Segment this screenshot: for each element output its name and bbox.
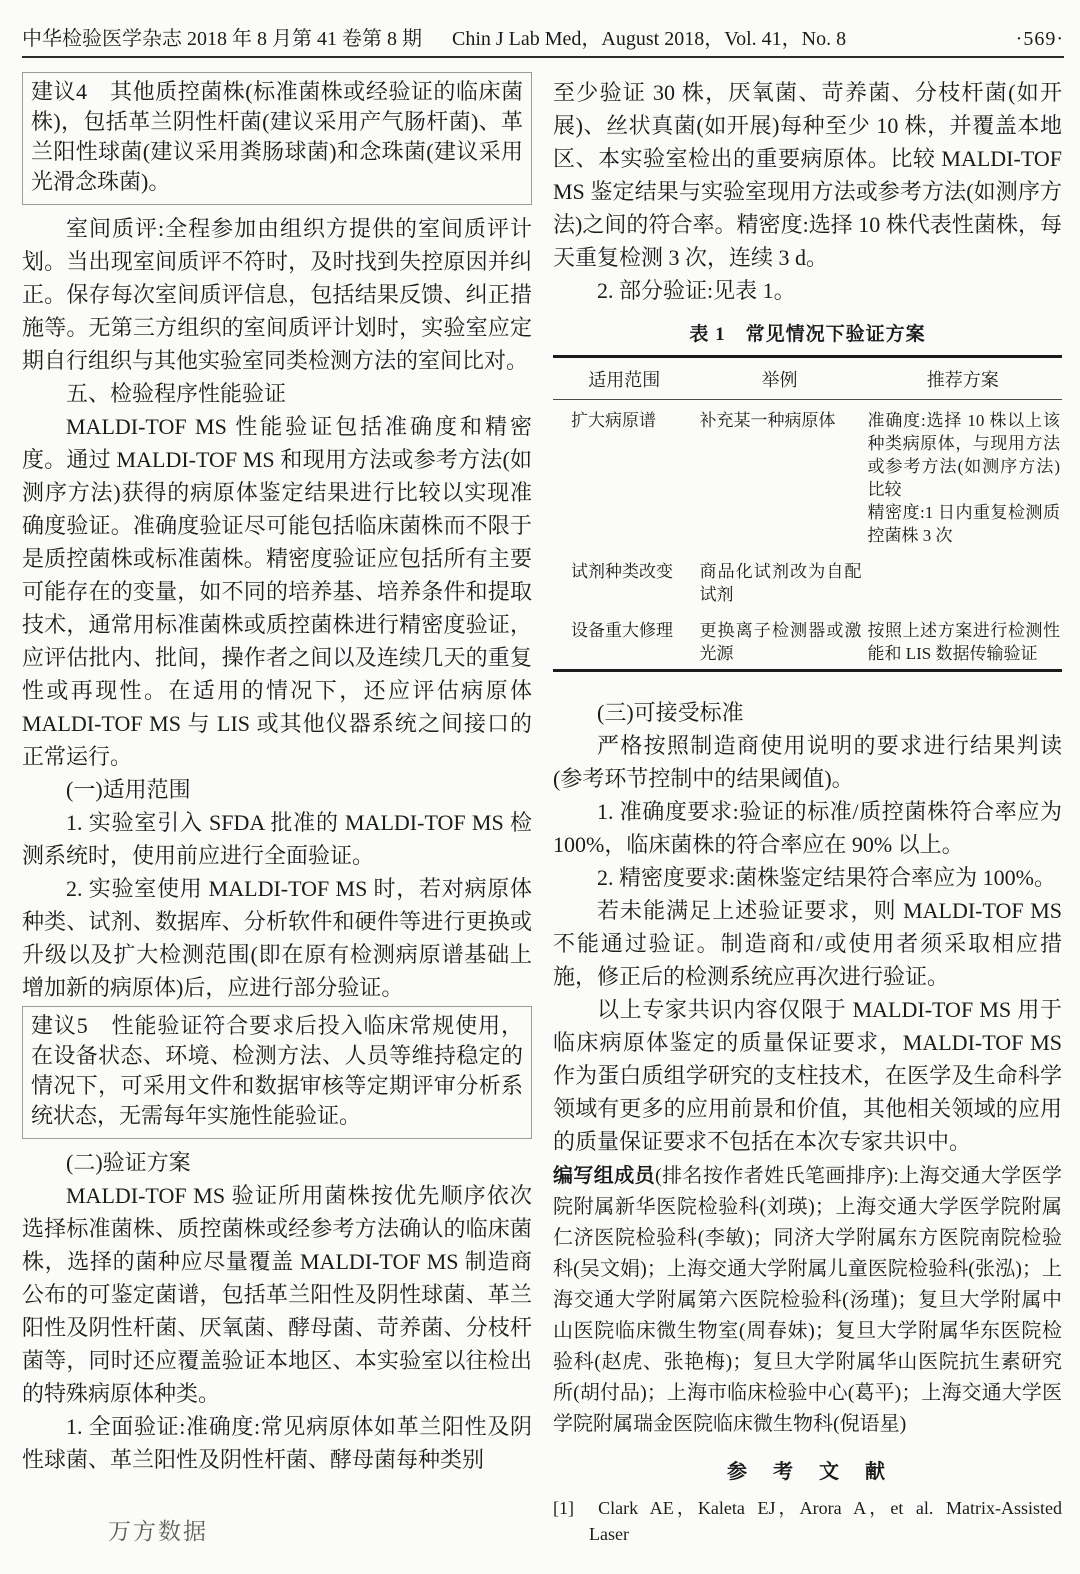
- wanfang-data-watermark: 万方数据: [108, 1518, 208, 1544]
- left-column: [22, 70, 532, 1476]
- table-header-scope: 适用范围: [553, 357, 696, 400]
- paragraph-acceptance-intro: 严格按照制造商使用说明的要求进行结果判读(参考环节控制中的结果阈值)。: [553, 733, 1062, 791]
- table-header-row: [553, 357, 1062, 400]
- cell-example: 更换离子检测器或激光源: [699, 621, 862, 663]
- paragraph-interlab-eqa: 室间质评:全程参加由组织方提供的室间质评计划。当出现室间质评不符时，及时找到失控原因并纠正。保存每次室间质评信息，包括结果反馈、纠正措施等。无第三方组织的室间质评计划时，实验室应定期自行组织与其他实验室同类检测方法的室间比对。: [22, 216, 532, 373]
- contributors-paragraph: [553, 1161, 1062, 1440]
- cell-example: 商品化试剂改为自配试剂: [699, 562, 862, 604]
- table-1-caption: 表 1 常见情况下验证方案: [689, 324, 926, 345]
- paragraph-scope-item-1: 1. 实验室引入 SFDA 批准的 MALDI-TOF MS 检测系统时，使用前应进行全面验证。: [22, 810, 532, 868]
- table-row: [553, 610, 1062, 671]
- cell-example: 补充某一种病原体: [699, 411, 836, 430]
- section-heading-5: 五、检验程序性能验证: [66, 381, 287, 406]
- cell-plan: [863, 400, 1062, 552]
- paragraph-consensus-scope-note: 以上专家共识内容仅限于 MALDI-TOF MS 用于临床病原体鉴定的质量保证要求，MALDI-TOF MS 作为蛋白质组学研究的支柱技术，在医学及生命科学领域有更多的应用前景和价值，其他相关领域的应用的质量保证要求不包括在本次专家共识中。: [553, 997, 1062, 1154]
- paragraph-verification-failure: 若未能满足上述验证要求，则 MALDI-TOF MS 不能通过验证。制造商和/或使用者须采取相应措施，修正后的检测系统应再次进行验证。: [553, 898, 1062, 989]
- header-citation-en: Chin J Lab Med，August 2018，Vol. 41，No. 8: [452, 28, 847, 50]
- cell-scope: 扩大病原谱: [571, 411, 656, 430]
- cell-plan: 按照上述方案进行检测性能和 LIS 数据传输验证: [867, 621, 1060, 663]
- contributors-list: (排名按作者姓氏笔画排序):上海交通大学医学院附属新华医院检验科(刘瑛)；上海交通大学医学院附属仁济医院检验科(李敏)；同济大学附属东方医院南院检验科(吴文娟)；上海交通大学附属儿童医院检验科(张泓)；上海交通大学附属第六医院检验科(汤瑾)；复旦大学附属中山医院临床微生物室(周春妹)；复旦大学附属华东医院检验科(赵虎、张艳梅)；复旦大学附属华山医院抗生素研究所(胡付品)；上海市临床检验中心(葛平)；上海交通大学医学院附属瑞金医院临床微生物科(倪语星): [553, 1165, 1062, 1435]
- paragraph-acceptance-precision: 2. 精密度要求:菌株鉴定结果符合率应为 100%。: [597, 865, 1056, 890]
- cell-plan-precision: 精密度:1 日内重复检测质控菌株 3 次: [867, 503, 1060, 545]
- recommendation-4-text: 建议4 其他质控菌株(标准菌株或经验证的临床菌株)，包括革兰阴性杆菌(建议采用产气肠杆菌)、革兰阳性球菌(建议采用粪肠球菌)和念珠菌(建议采用光滑念珠菌)。: [31, 79, 523, 194]
- reference-item-1: [553, 1495, 1062, 1547]
- recommendation-5-text: 建议5 性能验证符合要求后投入临床常规使用，在设备状态、环境、检测方法、人员等维持稳定的情况下，可采用文件和数据审核等定期评审分析系统状态，无需每年实施性能验证。: [31, 1013, 523, 1128]
- reference-number: [1]: [553, 1498, 574, 1518]
- paragraph-scope-item-2: 2. 实验室使用 MALDI-TOF MS 时，若对病原体种类、试剂、数据库、分析软件和硬件等进行更换或升级以及扩大检测范围(即在原有检测病原谱基础上增加新的病原体)后，应进行部分验证。: [22, 876, 532, 1000]
- subsection-heading-scope: (一)适用范围: [66, 777, 191, 802]
- page-number: ·569·: [1015, 28, 1064, 50]
- table-header-example: 举例: [696, 357, 864, 400]
- subsection-heading-acceptance: (三)可接受标准: [597, 700, 744, 725]
- right-column: [553, 76, 1062, 1547]
- paragraph-full-verification: 1. 全面验证:准确度:常见病原体如革兰阳性及阴性球菌、革兰阳性及阴性杆菌、酵母菌每种类别: [22, 1414, 532, 1472]
- table-row: [553, 551, 1062, 610]
- table-header-plan: 推荐方案: [863, 357, 1062, 400]
- recommendation-4-box: [22, 72, 532, 205]
- references-heading: 参 考 文 献: [727, 1461, 888, 1483]
- table-1: [553, 355, 1062, 672]
- cell-plan: [863, 551, 1062, 610]
- paragraph-verification-plan: MALDI-TOF MS 验证所用菌株按优先顺序依次选择标准菌株、质控菌株或经参考方法确认的临床菌株，选择的菌种应尽量覆盖 MALDI-TOF MS 制造商公布的可鉴定菌谱，包括革兰阳性及阴性球菌、革兰阳性及阴性杆菌、厌氧菌、酵母菌、苛养菌、分枝杆菌等，同时还应覆盖验证本地区、本实验室以往检出的特殊病原体种类。: [22, 1183, 532, 1406]
- recommendation-5-box: [22, 1006, 532, 1139]
- cell-scope: 试剂种类改变: [571, 562, 673, 581]
- paragraph-performance-verification: MALDI-TOF MS 性能验证包括准确度和精密度。通过 MALDI-TOF MS 和现用方法或参考方法(如测序方法)获得的病原体鉴定结果进行比较以实现准确度验证。准确度验证尽可能包括临床菌株而不限于是质控菌株或标准菌株。精密度验证应包括所有主要可能存在的变量，如不同的培养基、培养条件和提取技术，通常用标准菌株或质控菌株进行精密度验证，应评估批内、批间，操作者之间以及连续几天的重复性或再现性。在适用的情况下，还应评估病原体 MALDI-TOF MS 与 LIS 或其他仪器系统之间接口的正常运行。: [22, 414, 532, 769]
- header-citation-cn: 中华检验医学杂志 2018 年 8 月第 41 卷第 8 期: [22, 28, 422, 50]
- cell-scope: 设备重大修理: [571, 621, 673, 640]
- paragraph-continuation: 至少验证 30 株，厌氧菌、苛养菌、分枝杆菌(如开展)、丝状真菌(如开展)每种至少 10 株，并覆盖本地区、本实验室检出的重要病原体。比较 MALDI-TOF MS 鉴定结果与实验室现用方法或参考方法(如测序方法)之间的符合率。精密度:选择 10 株代表性菌株，每天重复检测 3 次，连续 3 d。: [553, 80, 1062, 270]
- subsection-heading-plan: (二)验证方案: [66, 1150, 191, 1175]
- paragraph-acceptance-accuracy: 1. 准确度要求:验证的标准/质控菌株符合率应为 100%，临床菌株的符合率应在 90% 以上。: [553, 799, 1062, 857]
- contributors-label: 编写组成员: [553, 1165, 656, 1187]
- paragraph-partial-verification: 2. 部分验证:见表 1。: [597, 278, 796, 303]
- cell-plan-accuracy: 准确度:选择 10 株以上该种类病原体，与现用方法或参考方法(如测序方法)比较: [867, 411, 1060, 499]
- reference-text: Clark AE，Kaleta EJ，Arora A，et al. Matrix-Assisted Laser: [589, 1498, 1062, 1544]
- page-header: [22, 22, 1064, 58]
- table-row: [553, 400, 1062, 552]
- table-1-block: [553, 319, 1062, 672]
